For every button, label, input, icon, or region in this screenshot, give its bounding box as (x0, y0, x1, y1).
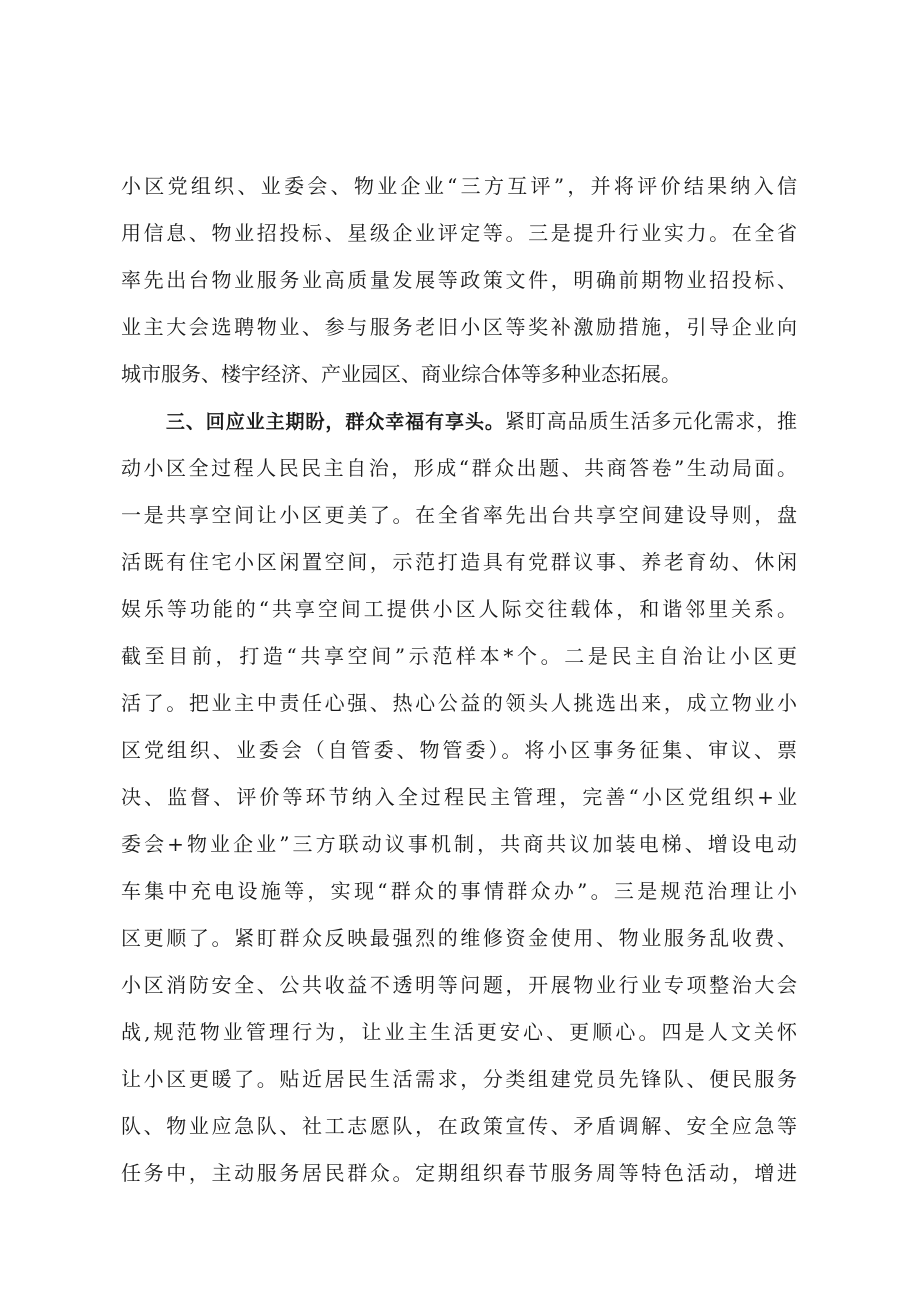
paragraph-2-line-12: 区更顺了。紧盯群众反映最强烈的维修资金使用、物业服务乱收费、 (121, 926, 797, 950)
paragraph-2-line-17: 任务中，主动服务居民群众。定期组织春节服务周等特色活动，增进 (121, 1161, 797, 1185)
paragraph-1-line-1: 小区党组织、业委会、物业企业“三方互评”，并将评价结果纳入信 (121, 174, 797, 198)
section-heading: 三、回应业主期盼，群众幸福有享头。 (165, 411, 505, 433)
paragraph-2-line-14: 战,规范物业管理行为，让业主生活更安心、更顺心。四是人文关怀 (121, 1020, 797, 1044)
paragraph-2-first-line-text: 紧盯高品质生活多元化需求，推 (504, 409, 797, 433)
paragraph-1-line-4: 业主大会选聘物业、参与服务老旧小区等奖补激励措施，引导企业向 (121, 315, 797, 339)
paragraph-2-line-7: 活了。把业主中责任心强、热心公益的领头人挑选出来，成立物业小 (121, 691, 797, 715)
paragraph-1-line-3: 率先出台物业服务业高质量发展等政策文件，明确前期物业招投标、 (121, 268, 797, 292)
paragraph-2-line-16: 队、物业应急队、社工志愿队，在政策宣传、矛盾调解、安全应急等 (121, 1114, 797, 1138)
paragraph-2-line-8: 区党组织、业委会（自管委、物管委）。将小区事务征集、审议、票 (121, 738, 797, 762)
paragraph-2-line-4: 活既有住宅小区闲置空间，示范打造具有党群议事、养老育幼、休闲 (121, 550, 797, 574)
body-text (121, 163, 797, 1197)
paragraph-2-line-10: 委会+物业企业”三方联动议事机制，共商共议加装电梯、增设电动 (121, 832, 797, 856)
paragraph-2-line-9: 决、监督、评价等环节纳入全过程民主管理，完善“小区党组织+业 (121, 785, 797, 809)
paragraph-2-line-11: 车集中充电设施等，实现“群众的事情群众办”。三是规范治理让小 (121, 879, 797, 903)
paragraph-2-line-2: 动小区全过程人民民主自治，形成“群众出题、共商答卷”生动局面。 (121, 456, 797, 480)
paragraph-1-line-5: 城市服务、楼宇经济、产业园区、商业综合体等多种业态拓展。 (121, 362, 681, 386)
paragraph-2-first-line (121, 398, 797, 445)
paragraph-2-line-13: 小区消防安全、公共收益不透明等问题，开展物业行业专项整治大会 (121, 973, 797, 997)
paragraph-2-line-3: 一是共享空间让小区更美了。在全省率先出台共享空间建设导则，盘 (121, 503, 797, 527)
paragraph-2-line-5: 娱乐等功能的“共享空间工提供小区人际交往载体，和谐邻里关系。 (121, 597, 797, 621)
paragraph-2-line-15: 让小区更暖了。贴近居民生活需求，分类组建党员先锋队、便民服务 (121, 1067, 797, 1091)
paragraph-2-line-6: 截至目前，打造“共享空间”示范样本*个。二是民主自治让小区更 (121, 644, 797, 668)
paragraph-1-line-2: 用信息、物业招投标、星级企业评定等。三是提升行业实力。在全省 (121, 221, 797, 245)
